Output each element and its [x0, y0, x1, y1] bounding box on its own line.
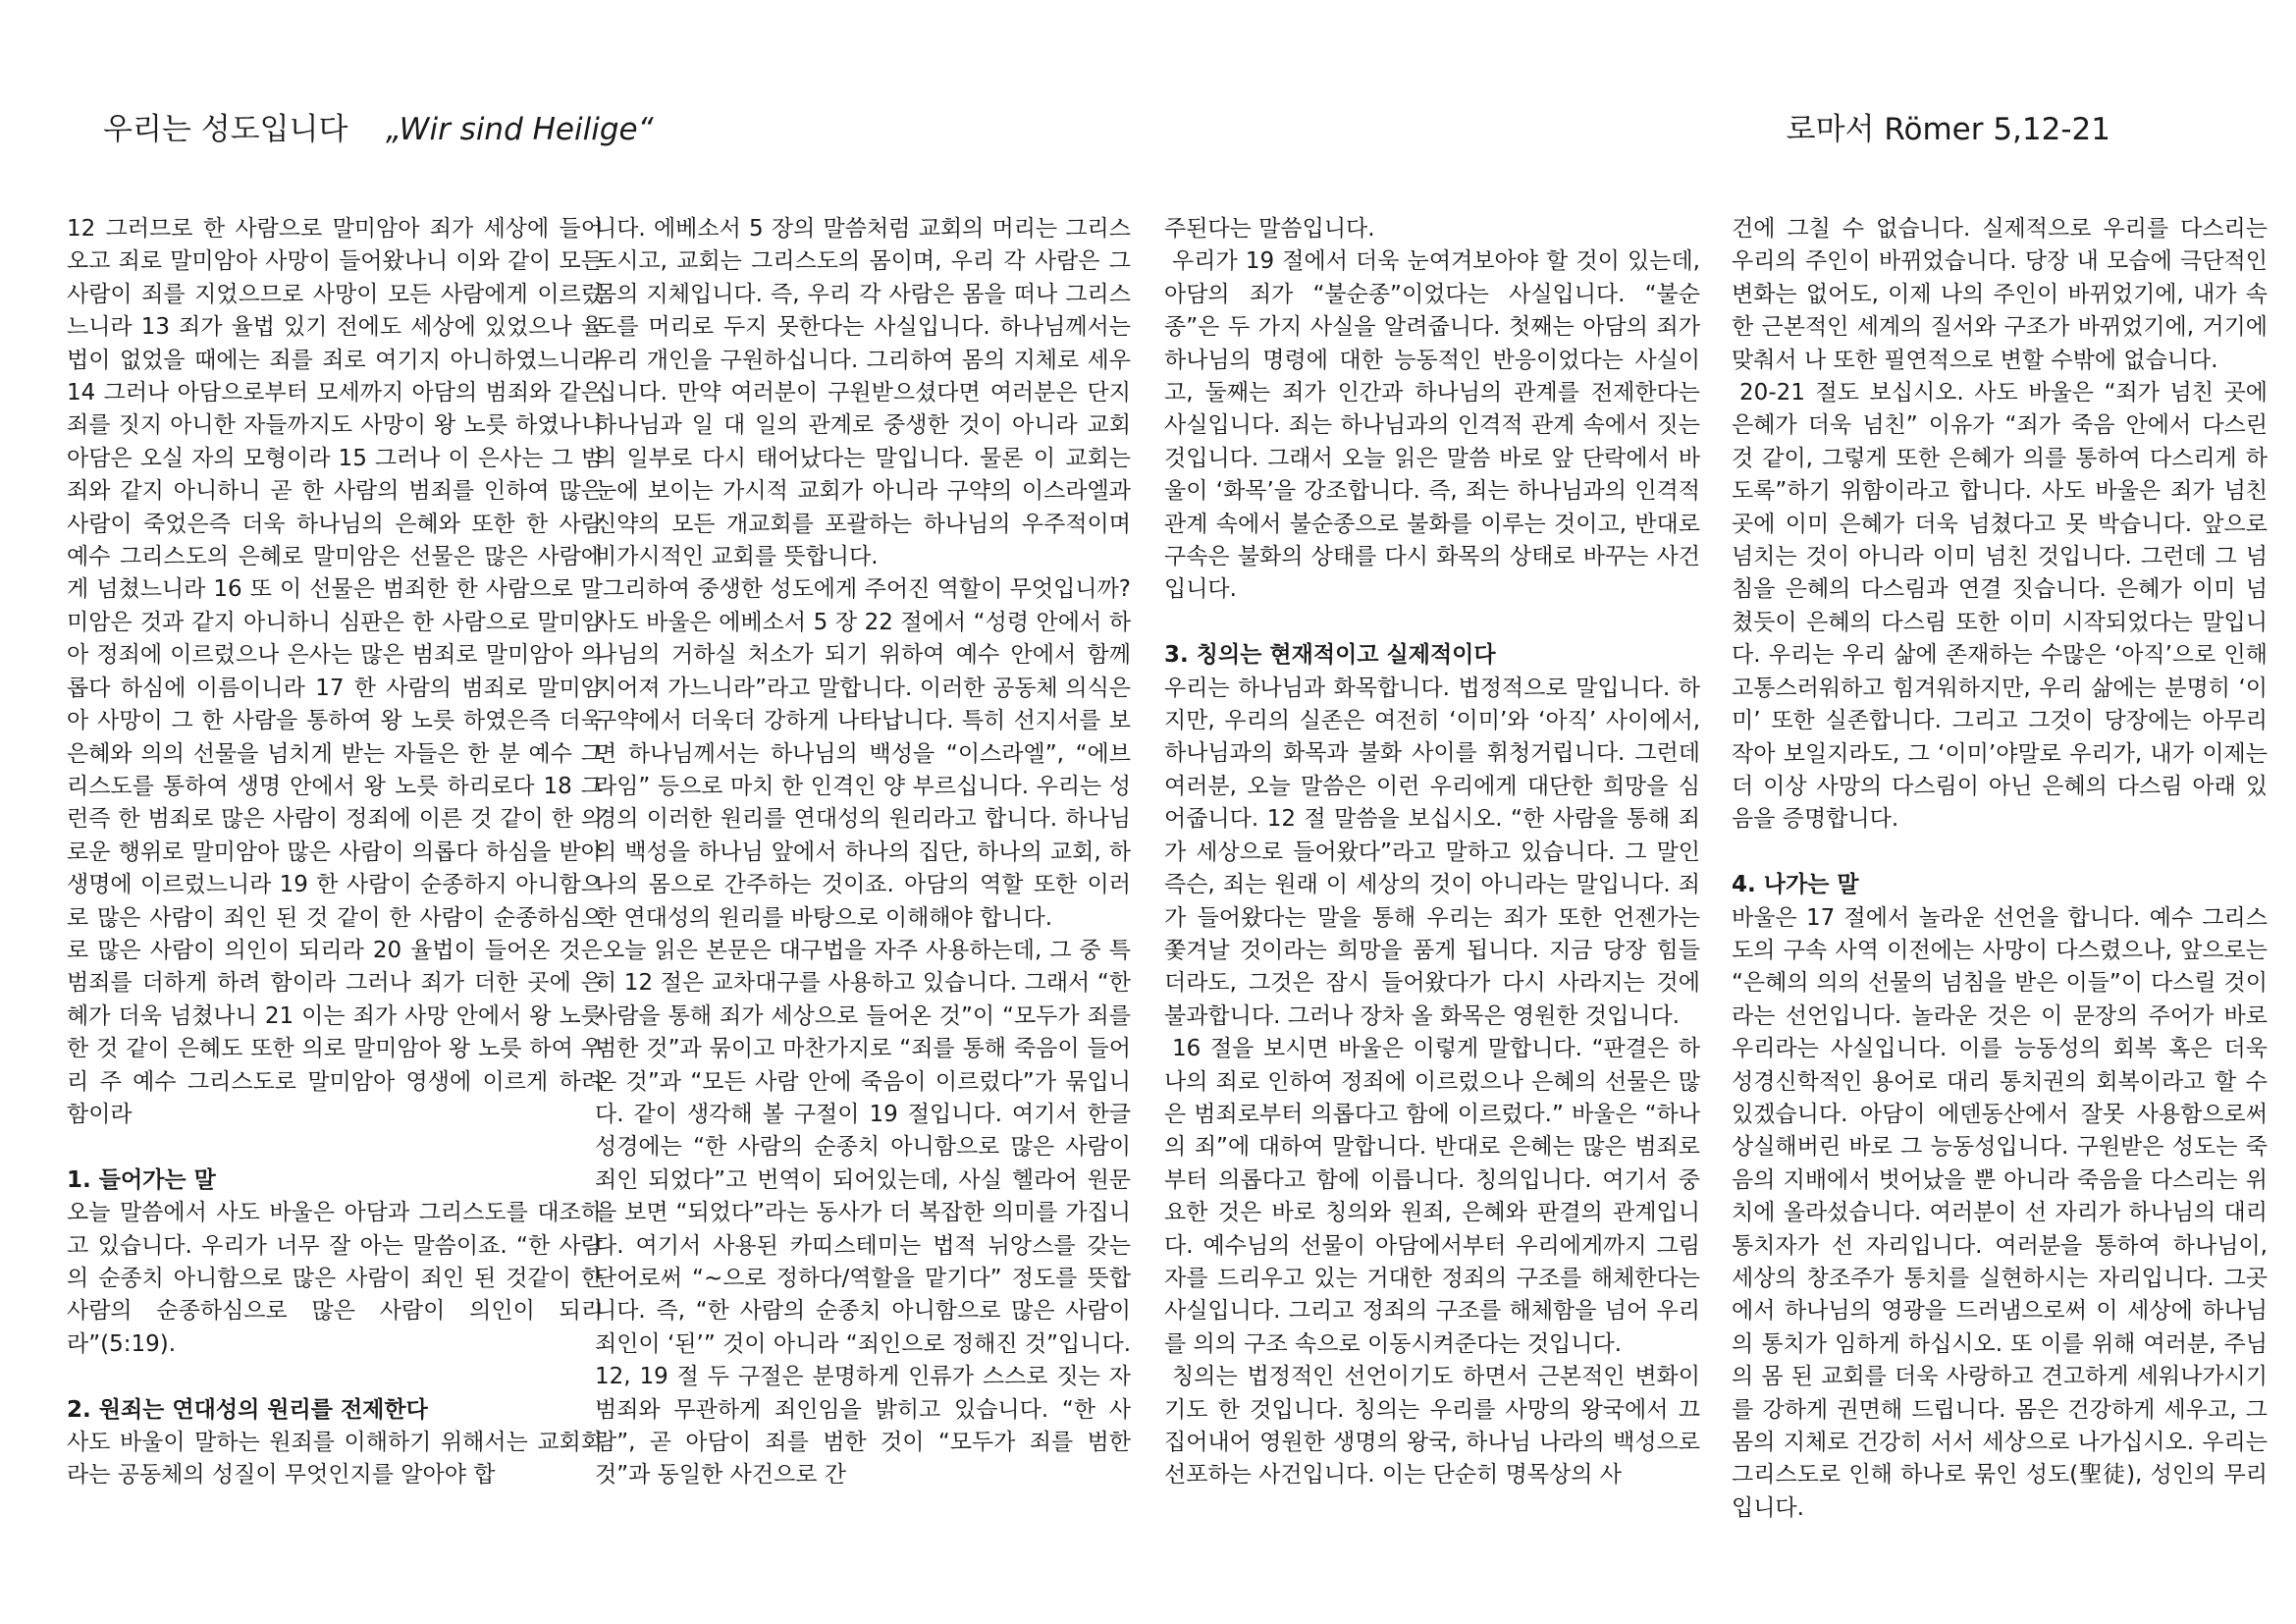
paragraph: 우리가 19 절에서 더욱 눈여겨보아야 할 것이 있는데, 아담의 죄가 “불순종”이었다는 사실입니다. “불순종”은 두 가지 사실을 알려줍니다. 첫째는 아담의 죄가 하나님의 명령에 대한 능동적인 반응이었다는 사실이고, 둘째는 죄가 인간과 하나님의 관계를 전제한다는 사실입니다. 죄는 하나님과의 인격적 관계 속에서 짓는 것입니다. 그래서 오늘 읽은 말씀 바로 앞 단락에서 바울이 ‘화목’을 강조합니다. 즉, 죄는 하나님과의 인격적 관계 속에서 불순종으로 불화를 이루는 것이고, 반대로 구속은 불화의 상태를 다시 화목의 상태로 바꾸는 사건입니다.: [1164, 248, 1700, 603]
scripture-passage: 12 그러므로 한 사람으로 말미암아 죄가 세상에 들어오고 죄로 말미암아 사망이 들어왔나니 이와 같이 모든 사람이 죄를 지었으므로 사망이 모든 사람에게 이르렀느니라 13 죄가 율법 있기 전에도 세상에 있었으나 율법이 없었을 때에는 죄를 죄로 여기지 아니하였느니라 14 그러나 아담으로부터 모세까지 아담의 범죄와 같은 죄를 짓지 아니한 자들까지도 사망이 왕 노릇 하였나니 아담은 오실 자의 모형이라 15 그러나 이 은사는 그 범죄와 같지 아니하니 곧 한 사람의 범죄를 인하여 많은 사람이 죽었은즉 더욱 하나님의 은혜와 또한 한 사람 예수 그리스도의 은혜로 말미암은 선물은 많은 사람에게 넘쳤느니라 16 또 이 선물은 범죄한 한 사람으로 말미암은 것과 같지 아니하니 심판은 한 사람으로 말미암아 정죄에 이르렀으나 은사는 많은 범죄로 말미암아 의롭다 하심에 이름이니라 17 한 사람의 범죄로 말미암아 사망이 그 한 사람을 통하여 왕 노릇 하였은즉 더욱 은혜와 의의 선물을 넘치게 받는 자들은 한 분 예수 그리스도를 통하여 생명 안에서 왕 노릇 하리로다 18 그런즉 한 범죄로 많은 사람이 정죄에 이른 것 같이 한 의로운 행위로 말미암아 많은 사람이 의롭다 하심을 받아 생명에 이르렀느니라 19 한 사람이 순종하지 아니함으로 많은 사람이 죄인 된 것 같이 한 사람이 순종하심으로 많은 사람이 의인이 되리라 20 율법이 들어온 것은 범죄를 더하게 하려 함이라 그러나 죄가 더한 곳에 은혜가 더욱 넘쳤나니 21 이는 죄가 사망 안에서 왕 노릇 한 것 같이 은혜도 또한 의로 말미암아 왕 노릇 하여 우리 주 예수 그리스도로 말미암아 영생에 이르게 하려 함이라: [67, 216, 603, 1127]
paragraph: 오늘 읽은 본문은 대구법을 자주 사용하는데, 그 중 특히 12 절은 교차대구를 사용하고 있습니다. 그래서 “한 사람을 통해 죄가 세상으로 들어온 것”이 “모두가 죄를 범한 것”과 묶이고 마찬가지로 “죄를 통해 죽음이 들어온 것”과 “모든 사람 안에 죽음이 이르렀다”가 묶입니다. 같이 생각해 볼 구절이 19 절입니다. 여기서 한글 성경에는 “한 사람의 순종치 아니함으로 많은 사람이 죄인 되었다”고 번역이 되어있는데, 사실 헬라어 원문을 보면 “되었다”라는 동사가 더 복잡한 의미를 가집니다. 여기서 사용된 카띠스테미는 법적 뉘앙스를 갖는 단어로써 “~으로 정하다/역할을 맡기다” 정도를 뜻합니다. 즉, “한 사람의 순종치 아니함으로 많은 사람이 죄인이 ‘된’” 것이 아니라 “죄인으로 정해진 것”입니다. 12, 19 절 두 구절은 분명하게 인류가 스스로 짓는 자범죄와 무관하게 죄인임을 밝히고 있습니다. “한 사람”, 곧 아담이 죄를 범한 것이 “모두가 죄를 범한 것”과 동일한 사건으로 간: [595, 937, 1131, 1489]
section-heading-original-sin: 2. 원죄는 연대성의 원리를 전제한다: [67, 1396, 428, 1423]
text-column-3: [1164, 213, 1700, 1492]
paragraph: 그리하여 중생한 성도에게 주어진 역할이 무엇입니까? 사도 바울은 에베소서 5 장 22 절에서 “성령 안에서 하나님의 거하실 처소가 되기 위하여 예수 안에서 함께 지어져 가느니라”라고 말합니다. 이러한 공동체 의식은 구약에서 더욱더 강하게 나타납니다. 특히 선지서를 보면 하나님께서는 하나님의 백성을 “이스라엘”, “에브라임” 등으로 마치 한 인격인 양 부르십니다. 우리는 성경의 이러한 원리를 연대성의 원리라고 합니다. 하나님의 백성을 하나님 앞에서 하나의 집단, 하나의 교회, 하나의 몸으로 간주하는 것이죠. 아담의 역할 또한 이러한 연대성의 원리를 바탕으로 이해해야 합니다.: [595, 576, 1131, 931]
paragraph: 건에 그칠 수 없습니다. 실제적으로 우리를 다스리는 우리의 주인이 바뀌었습니다. 당장 내 모습에 극단적인 변화는 없어도, 이제 나의 주인이 바뀌었기에, 내가 속한 근본적인 세계의 질서와 구조가 바뀌었기에, 거기에 맞춰서 나 또한 필연적으로 변할 수밖에 없습니다.: [1732, 216, 2268, 373]
section-heading-justification: 3. 칭의는 현재적이고 실제적이다: [1164, 642, 1496, 669]
paragraph: 오늘 말씀에서 사도 바울은 아담과 그리스도를 대조하고 있습니다. 우리가 너무 잘 아는 말씀이죠. “한 사람의 순종치 아니함으로 많은 사람이 죄인 된 것같이 한 사람의 순종하심으로 많은 사람이 의인이 되리라”(5:19).: [67, 1200, 603, 1357]
paragraph: 우리는 하나님과 화목합니다. 법정적으로 말입니다. 하지만, 우리의 실존은 여전히 ‘이미’와 ‘아직’ 사이에서, 하나님과의 화목과 불화 사이를 휘청거립니다. 그런데 여러분, 오늘 말씀은 이런 우리에게 대단한 희망을 심어줍니다. 12 절 말씀을 보십시오. “한 사람을 통해 죄가 세상으로 들어왔다”라고 말하고 있습니다. 그 말인즉슨, 죄는 원래 이 세상의 것이 아니라는 말입니다. 죄가 들어왔다는 말을 통해 우리는 죄가 또한 언젠가는 쫓겨날 것이라는 희망을 품게 됩니다. 지금 당장 힘들더라도, 그것은 잠시 들어왔다가 다시 사라지는 것에 불과합니다. 그러나 장차 올 화목은 영원한 것입니다.: [1164, 675, 1700, 1029]
text-column-4: [1732, 213, 2268, 1525]
text-column-2: [595, 213, 1131, 1492]
scripture-reference: 로마서 Römer 5,12-21: [1786, 112, 2110, 147]
section-heading-introduction: 1. 들어가는 말: [67, 1166, 216, 1193]
paragraph: 칭의는 법정적인 선언이기도 하면서 근본적인 변화이기도 한 것입니다. 칭의는 우리를 사망의 왕국에서 끄집어내어 영원한 생명의 왕국, 하나님 나라의 백성으로 선포하는 사건입니다. 이는 단순히 명목상의 사: [1164, 1364, 1700, 1489]
paragraph: 바울은 17 절에서 놀라운 선언을 합니다. 예수 그리스도의 구속 사역 이전에는 사망이 다스렸으나, 앞으로는 “은혜의 의의 선물의 넘침을 받은 이들”이 다스릴 것이라는 선언입니다. 놀라운 것은 이 문장의 주어가 바로 우리라는 사실입니다. 이를 능동성의 회복 혹은 더욱 성경신학적인 용어로 대리 통치권의 회복이라고 할 수 있겠습니다. 아담이 에덴동산에서 잘못 사용함으로써 상실해버린 바로 그 능동성입니다. 구원받은 성도는 죽음의 지배에서 벗어났을 뿐 아니라 죽음을 다스리는 위치에 올라섰습니다. 여러분이 선 자리가 하나님의 대리 통치자가 선 자리입니다. 여러분을 통하여 하나님이, 세상의 창조주가 통치를 실현하시는 자리입니다. 그곳에서 하나님의 영광을 드러냄으로써 이 세상에 하나님의 통치가 임하게 하십시오. 또 이를 위해 여러분, 주님의 몸 된 교회를 더욱 사랑하고 견고하게 세워나가시기를 강하게 권면해 드립니다. 몸은 건강하게 세우고, 그 몸의 지체로 건강히 서서 세상으로 나가십시오. 우리는 그리스도로 인해 하나로 묶인 성도(聖徒), 성인의 무리입니다.: [1732, 904, 2268, 1521]
paragraph: 주된다는 말씀입니다.: [1164, 216, 1375, 242]
paragraph: 20-21 절도 보십시오. 사도 바울은 “죄가 넘친 곳에 은혜가 더욱 넘친” 이유가 “죄가 죽음 안에서 다스린 것 같이, 그렇게 또한 은혜가 의를 통하여 다스리게 하도록”하기 위함이라고 합니다. 사도 바울은 죄가 넘친 곳에 이미 은혜가 더욱 넘쳤다고 못 박습니다. 앞으로 넘치는 것이 아니라 이미 넘친 것입니다. 그런데 그 넘침을 은혜의 다스림과 연결 짓습니다. 은혜가 이미 넘쳤듯이 은혜의 다스림 또한 이미 시작되었다는 말입니다. 우리는 우리 삶에 존재하는 수많은 ‘아직’으로 인해 고통스러워하고 힘겨워하지만, 우리 삶에는 분명히 ‘이미’ 또한 실존합니다. 그리고 그것이 당장에는 아무리 작아 보일지라도, 그 ‘이미’야말로 우리가, 내가 이제는 더 이상 사망의 다스림이 아닌 은혜의 다스림 아래 있음을 증명합니다.: [1732, 380, 2268, 833]
page-title-german: „Wir sind Heilige“: [386, 112, 654, 147]
section-heading-conclusion: 4. 나가는 말: [1732, 872, 1859, 898]
paragraph: 니다. 에베소서 5 장의 말씀처럼 교회의 머리는 그리스도시고, 교회는 그리스도의 몸이며, 우리 각 사람은 그 몸의 지체입니다. 즉, 우리 각 사람은 몸을 떠나 그리스도를 머리로 두지 못한다는 사실입니다. 하나님께서는 우리 개인을 구원하십니다. 그리하여 몸의 지체로 세우십니다. 만약 여러분이 구원받으셨다면 여러분은 단지 하나님과 일 대 일의 관계로 중생한 것이 아니라 교회의 일부로 다시 태어났다는 말입니다. 물론 이 교회는 눈에 보이는 가시적 교회가 아니라 구약의 이스라엘과 신약의 모든 개교회를 포괄하는 하나님의 우주적이며 비가시적인 교회를 뜻합니다.: [595, 216, 1131, 570]
text-column-1: [67, 213, 603, 1492]
page-title: 우리는 성도입니다: [103, 112, 348, 147]
paragraph: 16 절을 보시면 바울은 이렇게 말합니다. “판결은 하나의 죄로 인하여 정죄에 이르렀으나 은혜의 선물은 많은 범죄로부터 의롭다고 함에 이르렀다.” 바울은 “하나의 죄”에 대하여 말합니다. 반대로 은혜는 많은 범죄로부터 의롭다고 함에 이릅니다. 칭의입니다. 여기서 중요한 것은 바로 칭의와 원죄, 은혜와 판결의 관계입니다. 예수님의 선물이 아담에서부터 우리에게까지 그림자를 드리우고 있는 거대한 정죄의 구조를 해체한다는 사실입니다. 그리고 정죄의 구조를 해체함을 넘어 우리를 의의 구조 속으로 이동시켜준다는 것입니다.: [1164, 1036, 1700, 1357]
paragraph: 사도 바울이 말하는 원죄를 이해하기 위해서는 교회회라는 공동체의 성질이 무엇인지를 알아야 합: [67, 1430, 603, 1489]
